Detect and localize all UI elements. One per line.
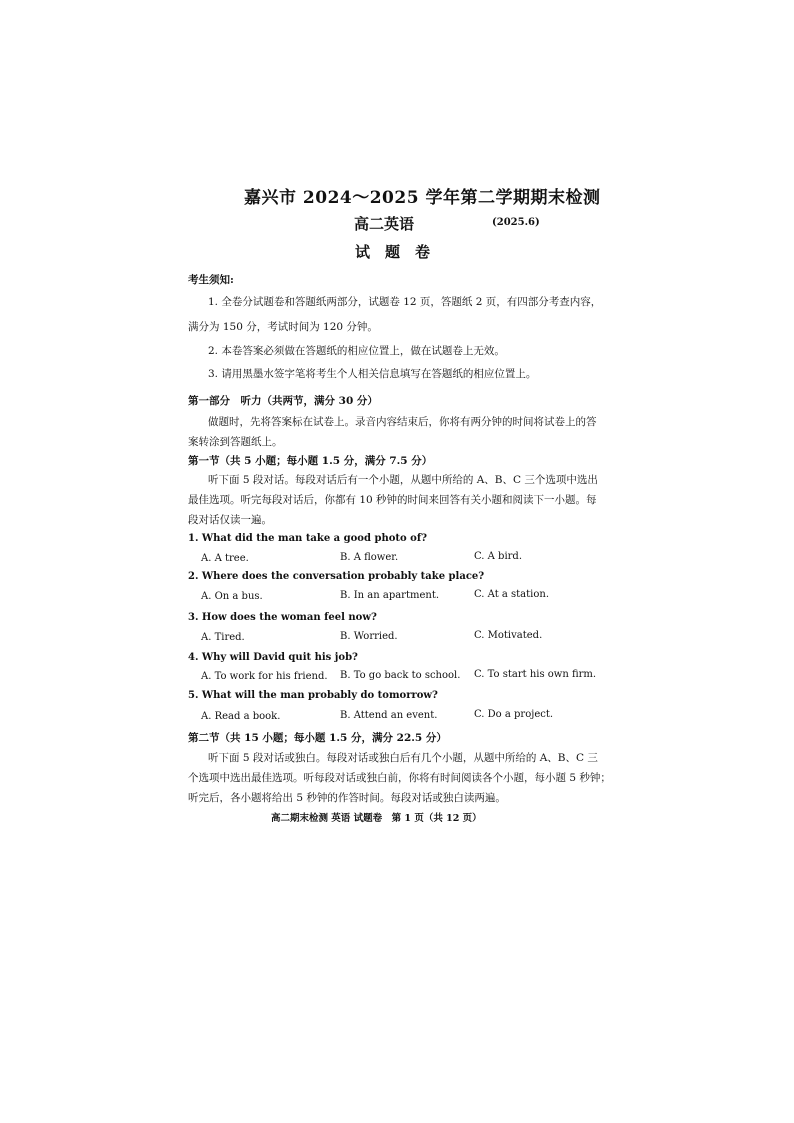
question-5-option-a: A. Read a book. [201, 711, 281, 722]
question-1-option-b: B. A flower. [340, 552, 399, 563]
section2-heading: 第二节（共 15 小题；每小题 1.5 分，满分 22.5 分） [188, 732, 447, 744]
part1-instruction-line1: 做题时，先将答案标在试卷上。录音内容结束后，你将有两分钟的时间将试卷上的答 [208, 416, 597, 428]
question-2: 2. Where does the conversation probably take place? [188, 571, 485, 582]
notice-item-1-cont: 满分为 150 分，考试时间为 120 分钟。 [188, 321, 378, 333]
page-footer: 高二期末检测 英语 试题卷 第 1 页（共 12 页） [271, 813, 482, 824]
part1-instruction-line2: 案转涂到答题纸上。 [188, 436, 283, 448]
question-2-option-b: B. In an apartment. [340, 590, 440, 601]
notice-heading: 考生须知: [188, 274, 234, 286]
question-2-option-a: A. On a bus. [201, 591, 263, 602]
section1-instruction-line1: 听下面 5 段对话。每段对话后有一个小题，从题中所给的 A、B、C 三个选项中选出 [208, 474, 598, 486]
part1-heading: 第一部分 听力（共两节，满分 30 分） [188, 395, 378, 407]
section2-instruction-line3: 听完后，各小题将给出 5 秒钟的作答时间。每段对话或独白读两遍。 [188, 792, 506, 804]
question-2-option-c: C. At a station. [474, 589, 550, 600]
section1-heading: 第一节（共 5 小题；每小题 1.5 分，满分 7.5 分） [188, 455, 433, 467]
question-3-option-a: A. Tired. [201, 632, 245, 643]
exam-title: 嘉兴市 2024～2025 学年第二学期期末检测 [244, 188, 601, 208]
question-5-option-b: B. Attend an event. [340, 710, 438, 721]
question-4: 4. Why will David quit his job? [188, 652, 358, 663]
notice-item-2: 2. 本卷答案必须做在答题纸的相应位置上，做在试题卷上无效。 [208, 345, 505, 357]
exam-date: (2025.6) [492, 217, 540, 228]
question-1-option-c: C. A bird. [474, 551, 523, 562]
section1-instruction-line2: 最佳选项。听完每段对话后，你都有 10 秒钟的时间来回答有关小题和阅读下一小题。每 [188, 494, 597, 506]
question-3-option-b: B. Worried. [340, 631, 398, 642]
section1-instruction-line3: 段对话仅读一遍。 [188, 514, 272, 526]
question-5-option-c: C. Do a project. [474, 709, 554, 720]
question-3-option-c: C. Motivated. [474, 630, 543, 641]
paper-label: 试 题 卷 [355, 243, 431, 261]
question-3: 3. How does the woman feel now? [188, 612, 377, 623]
question-1-option-a: A. A tree. [201, 553, 249, 564]
notice-item-1: 1. 全卷分试题卷和答题纸两部分，试题卷 12 页，答题纸 2 页，有四部分考查内容， [208, 296, 602, 308]
question-4-option-a: A. To work for his friend. [201, 671, 328, 682]
notice-item-3: 3. 请用黑墨水签字笔将考生个人相关信息填写在答题纸的相应位置上。 [208, 368, 537, 380]
question-5: 5. What will the man probably do tomorrow? [188, 690, 438, 701]
exam-subject: 高二英语 [354, 215, 415, 233]
section2-instruction-line2: 个选项中选出最佳选项。听每段对话或独白前，你将有时间阅读各个小题，每小题 5 秒钟； [188, 772, 611, 784]
section2-instruction-line1: 听下面 5 段对话或独白。每段对话或独白后有几个小题，从题中所给的 A、B、C 三 [208, 752, 598, 764]
question-1: 1. What did the man take a good photo of? [188, 533, 427, 544]
question-4-option-c: C. To start his own firm. [474, 669, 597, 680]
question-4-option-b: B. To go back to school. [340, 670, 461, 681]
